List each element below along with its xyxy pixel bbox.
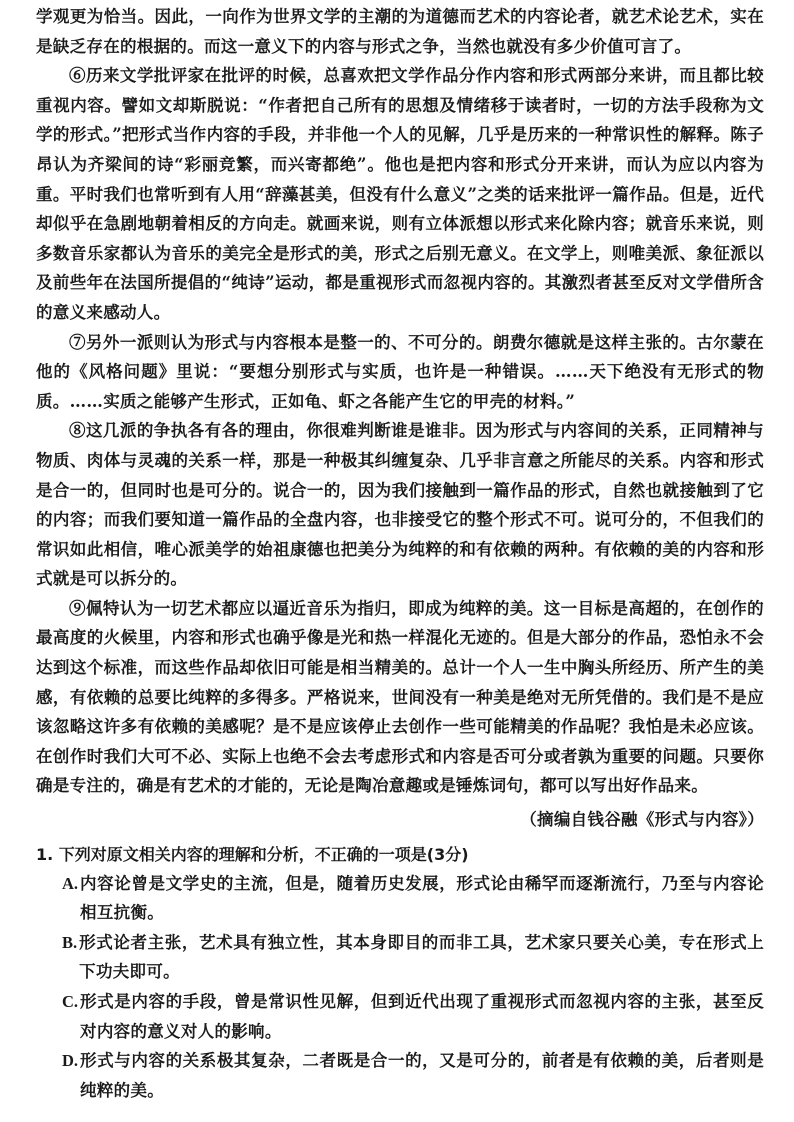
passage-paragraph-7: ⑦另外一派则认为形式与内容根本是整一的、不可分的。朗费尔德就是这样主张的。古尔蒙在他的《风格问题》里说：“要想分别形式与实质，也许是一种错误。……天下绝没有无形式的物质。……实质之能够产生形式，正如龟、虾之各能产生它的甲壳的材料。” xyxy=(36,332,764,411)
option-b-letter: B. xyxy=(62,932,78,952)
option-c-text: 形式是内容的手段，曾是常识性见解，但到近代出现了重视形式而忽视内容的主张，甚至反对内容的意义对人的影响。 xyxy=(80,992,764,1041)
option-b-text: 形式论者主张，艺术具有独立性，其本身即目的而非工具，艺术家只要关心美，专在形式上下功夫即可。 xyxy=(79,932,764,982)
passage-paragraph-9: ⑨佩特认为一切艺术都应以逼近音乐为指归，即成为纯粹的美。这一目标是高超的，在创作的最高度的火候里，内容和形式也确乎像是光和热一样混化无迹的。但是大部分的作品，恐怕永不会达到这个标准，而这些作品却依旧可能是相当精美的。总计一个人一生中胸头所经历、所产生的美感，有依赖的总要比纯粹的多得多。严格说来，世间没有一种美是绝对无所凭借的。我们是不是应该忽略这许多有依赖的美感呢？是不是应该停止去创作一些可能精美的作品呢？我怕是未必应该。在创作时我们大可不必、实际上也绝不会去考虑形式和内容是否可分或者孰为重要的问题。只要你确是专注的，确是有艺术的才能的，无论是陶冶意趣或是锤炼词句，都可以写出好作品来。 xyxy=(36,598,764,796)
option-a[interactable] xyxy=(62,869,764,928)
option-d-text: 形式与内容的关系极其复杂，二者既是合一的，又是可分的，前者是有依赖的美，后者则是纯粹的美。 xyxy=(80,1051,764,1100)
passage-paragraph-6: ⑥历来文学批评家在批评的时候，总喜欢把文学作品分作内容和形式两部分来讲，而且都比较重视内容。譬如文却斯脱说：“作者把自己所有的思想及情绪移于读者时，一切的方法手段称为文学的形式。”把形式当作内容的手段，并非他一个人的见解，几乎是历来的一种常识性的解释。陈子昂认为齐梁间的诗“彩丽竞繁，而兴寄都绝”。他也是把内容和形式分开来讲，而认为应以内容为重。平时我们也常听到有人用“辞藻甚美，但没有什么意义”之类的话来批评一篇作品。但是，近代却似乎在急剧地朝着相反的方向走。就画来说，则有立体派想以形式来化除内容；就音乐来说，则多数音乐家都认为音乐的美完全是形式的美，形式之后别无意义。在文学上，则唯美派、象征派以及前些年在法国所提倡的“纯诗”运动，都是重视形式而忽视内容的。其激烈者甚至反对文学借所含的意义来感动人。 xyxy=(36,66,764,322)
exam-page xyxy=(36,2,764,1105)
option-d[interactable] xyxy=(62,1046,764,1105)
option-d-letter: D. xyxy=(62,1051,79,1071)
passage-paragraph-8: ⑧这几派的争执各有各的理由，你很难判断谁是谁非。因为形式与内容间的关系，正同精神与物质、肉体与灵魂的关系一样，那是一种极其纠缠复杂、几乎非言意之所能尽的关系。内容和形式是合一的，但同时也是可分的。说合一的，因为我们接触到一篇作品的形式，自然也就接触到了它的内容；而我们要知道一篇作品的全盘内容，也非接受它的整个形式不可。说可分的，不但我们的常识如此相信，唯心派美学的始祖康德也把美分为纯粹的和有依赖的两种。有依赖的美的内容和形式就是可以拆分的。 xyxy=(36,421,764,589)
option-c-letter: C. xyxy=(62,992,79,1011)
option-b[interactable] xyxy=(62,928,764,987)
passage-paragraph-continued: 学观更为恰当。因此，一向作为世界文学的主潮的为道德而艺术的内容论者，就艺术论艺术，实在是缺乏存在的根据的。而这一意义下的内容与形式之争，当然也就没有多少价值可言了。 xyxy=(36,7,764,56)
passage-source: （摘编自钱谷融《形式与内容》） xyxy=(520,810,764,830)
question-1-stem: 1. 下列对原文相关内容的理解和分析，不正确的一项是(3分) xyxy=(36,844,469,864)
option-c[interactable] xyxy=(62,987,764,1046)
option-a-text: 内容论曾是文学史的主流，但是，随着历史发展，形式论由稀罕而逐渐流行，乃至与内容论相互抗衡。 xyxy=(80,873,764,923)
question-1 xyxy=(36,841,764,1106)
option-a-letter: A. xyxy=(62,873,79,893)
